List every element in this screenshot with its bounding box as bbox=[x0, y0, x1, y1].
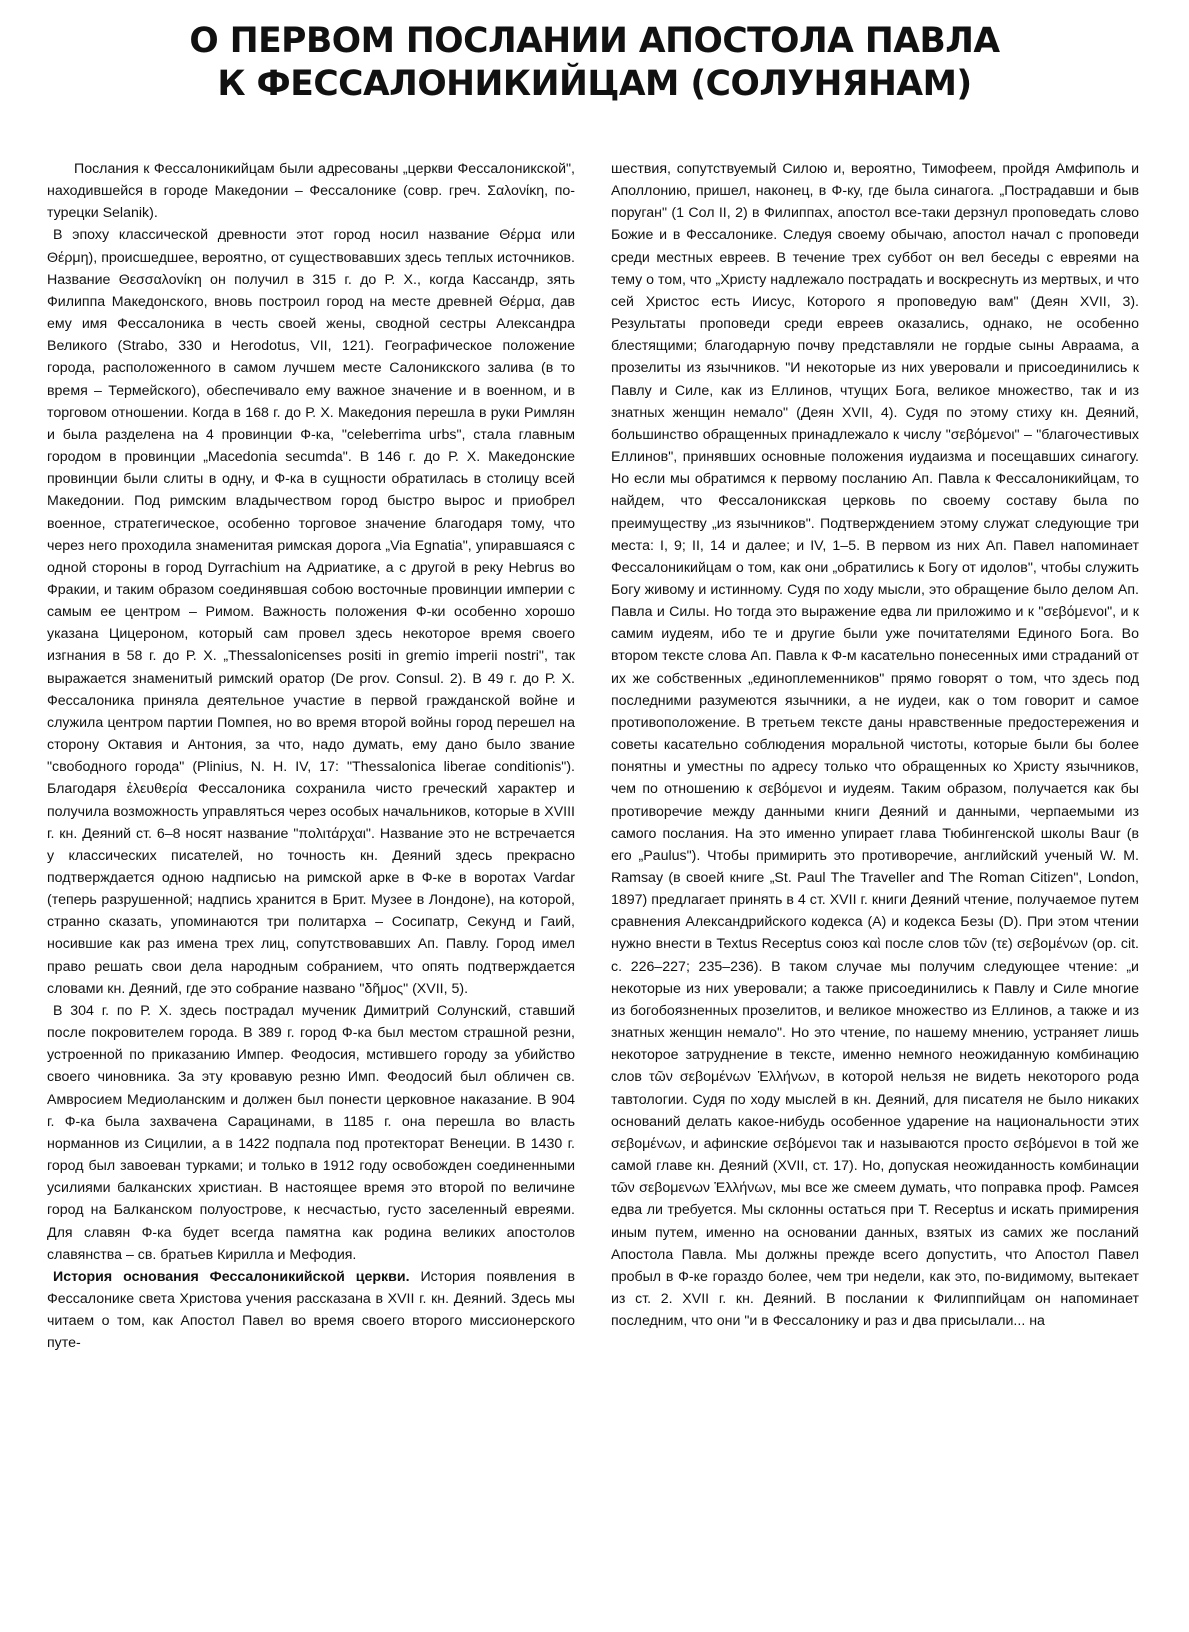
right-column bbox=[611, 158, 1139, 1332]
section-heading-church-founding: История основания Фессалоникийской церкви. bbox=[53, 1268, 410, 1285]
paragraph-intro: Послания к Фессалоникийцам были адресованы „церкви Фессалоникской", находившейся в городе Македонии – Фессалонике (совр. греч. Σαλονίκη, по-турецки Selanik). bbox=[47, 161, 575, 222]
church-founding-text: История появления в Фессалонике света Христова учения рассказана в XVII г. кн. Деяний. Здесь мы читаем о том, как Апостол Павел во время своего второго миссионерского путе- bbox=[47, 1268, 575, 1352]
title-line-2: К ФЕССАЛОНИКИЙЦАМ (СОЛУНЯНАМ) bbox=[217, 64, 972, 104]
paragraph-continuation: шествия, сопутствуемый Силою и, вероятно, Тимофеем, пройдя Амфиполь и Аполлонию, пришел, наконец, в Ф-ку, где была синагога. „Пострадавши и быв поруган" (1 Сол II, 2) в Филиппах, апостол все-таки дерзнул проповедать слово Божие и в Фессалонике. Следуя своему обычаю, апостол начал с проповеди среди местных евреев. В течение трех суббот он вел беседы с евреями на тему о том, что „Христу надлежало пострадать и воскреснуть из мертвых, и что сей Христос есть Иисус, Которого я проповедую вам" (Деян XVII, 3). Результаты проповеди среди евреев оказались, однако, не особенно блестящими; благодарную почву представляли не гордые сыны Авраама, а прозелиты из язычников. "И некоторые из них уверовали и присоединились к Павлу и Силе, как из Еллинов, чтущих Бога, великое множество, так и из знатных женщин немало" (Деян XVII, 4). Судя по этому стиху кн. Деяний, большинство обращенных принадлежало к числу "σεβόμενοι" – "благочестивых Еллинов", принявших основные положения иудаизма и посещавших синагогу. Но если мы обратимся к первому посланию Ап. Павла к Фессалоникийцам, то найдем, что Фессалоникская церковь по своему составу была по преимуществу „из язычников". Подтверждением этому служат следующие три места: I, 9; II, 14 и далее; и IV, 1–5. В первом из них Ап. Павел напоминает Фессалоникийцам о том, как они „обратились к Богу от идолов", чтобы служить Богу живому и истинному. Судя по ходу мысли, это обращение было делом Ап. Павла и Силы. Но тогда это выражение едва ли приложимо и к "σεβόμενοι", и к самим иудеям, ибо те и другие были уже почитателями Единого Бога. Во втором тексте слова Ап. Павла к Ф-м касательно понесенных ими страданий от их же собственных „единоплеменников" прямо говорят о том, что здесь под последними разумеются язычники, а не иудеи, как о том говорит и самое противоположение. В третьем тексте даны нравственные предостережения и советы касательно соблюдения моральной чистоты, которые были бы более понятны и уместны по адресу только что обращенных ко Христу язычников, чем по отношению к σεβόμενοι и иудеям. Таким образом, получается как бы противоречие между данными книги Деяний и данными, черпаемыми из самого послания. На это именно упирает глава Тюбингенской школы Baur (в его „Paulus"). Чтобы примирить это противоречие, английский ученый W. M. Ramsay (в своей книге „St. Paul The Traveller and The Roman Citizen", London, 1897) предлагает принять в 4 ст. XVII г. книги Деяний чтение, получаемое путем сравнения Александрийского кодекса (A) и кодекса Безы (D). При этом чтении нужно внести в Textus Receptus союз καὶ после слов τῶν (τε) σεβομένων (op. cit. c. 226–227; 235–236). В таком случае мы получим следующее чтение: „и некоторые из них уверовали; а также присоединились к Павлу и Силе многие из богобоязненных прозелитов, и великое множество из Еллинов, а также и из знатных женщин немало". Но это чтение, по нашему мнению, устраняет лишь некоторое затруднение в тексте, именно немного неожиданную комбинацию слов τῶν σεβομένων Ἑλλήνων, в которой нельзя не видеть некоторого рода тавтологии. Судя по ходу мыслей в кн. Деяний, для писателя не было никаких оснований делать какое-нибудь особенное ударение на национальности этих σεβομένων, и афинские σεβόμενοι так и называются просто σεβόμενοι в той же самой главе кн. Деяний (XVII, ст. 17). Но, допуская неожиданность комбинации τῶν σεβομενων Ἑλλήνων, мы все же смеем думать, что поправка проф. Рамсея едва ли требуется. Мы склонны остаться при T. Receptus и искать примирения иным путем, именно на основании данных, взятых из самих же посланий Апостола Павла. Мы должны прежде всего допустить, что Апостол Павел пробыл в Ф-ке гораздо более, чем три недели, как это, по-видимому, вытекает из ст. 2. XVII г. кн. Деяний. В послании к Филиппийцам он напоминает последним, что они "и в Фессалонику и раз и два присылали... на bbox=[611, 161, 1139, 1330]
paragraph-later-history: В 304 г. по Р. Х. здесь пострадал мученик Димитрий Солунский, ставший после покровителем города. В 389 г. город Ф-ка был местом страшной резни, устроенной по приказанию Импер. Феодосия, мстившего городу за убийство своего чиновника. За эту кровавую резню Имп. Феодосий был обличен св. Амвросием Медиоланским и должен был понести церковное наказание. В 904 г. Ф-ка была захвачена Сарацинами, в 1185 г. она перешла во власть норманнов из Сицилии, а в 1422 подпала под протекторат Венеции. В 1430 г. город был завоеван турками; и только в 1912 году освобожден соединенными усилиями балканских христиан. В настоящее время это второй по величине город на Балканском полуострове, к несчастью, густо заселенный евреями. Для славян Ф-ка будет всегда памятна как родина великих апостолов славянства – св. братьев Кирилла и Мефодия. bbox=[47, 1002, 575, 1263]
title-line-1: О ПЕРВОМ ПОСЛАНИИ АПОСТОЛА ПАВЛА bbox=[189, 21, 1000, 61]
paragraph-classical-history: В эпоху классической древности этот город носил название Θέρμα или Θέρμη), происшедшее, вероятно, от существовавших здесь теплых источников. Название Θεσσαλονίκη он получил в 315 г. до Р. Х., когда Кассандр, зять Филиппа Македонского, вновь построил город на месте древней Θέρμα, дав ему имя Фессалоника в честь своей жены, сводной сестры Александра Великого (Strabo, 330 и Herodotus, VII, 121). Географическое положение города, расположенного в самом лучшем месте Салоникского залива (в то время – Термейского), обеспечивало ему важное значение и в военном, и в торговом отношении. Когда в 168 г. до Р. Х. Македония перешла в руки Римлян и была разделена на 4 провинции Ф-ка, "celeberrima urbs", стала главным городом в провинции „Macedonia secumda". В 146 г. до Р. Х. Македонские провинции были слиты в одну, и Ф-ка в сущности обратилась в столицу всей Македонии. Под римским владычеством город быстро вырос и приобрел военное, стратегическое, особенно торговое значение благодаря тому, что через него проходила знаменитая римская дорога „Via Egnatia", упиравшаяся с одной стороны в город Dyrrachium на Адриатике, а с другой в реку Hebrus во Фракии, и таким образом соединявшая собою восточные провинции империи с самым ее центром – Римом. Важность положения Ф-ки особенно хорошо указана Цицероном, который сам провел здесь некоторое время своего изгнания в 58 г. до Р. Х. „Thessalonicenses positi in gremio imperii nostri", так выражается знаменитый римский оратор (De prov. Consul. 2). В 49 г. до Р. Х. Фессалоника приняла деятельное участие в первой гражданской войне и служила центром партии Помпея, но во время второй войны город перешел на сторону Октавия и Антония, за что, надо думать, ему дано было звание "свободного города" (Plinius, N. H. IV, 17: "Thessalonica liberae conditionis"). Благодаря ἐλευθερία Фессалоника сохранила чисто греческий характер и получила возможность управляться через особых начальников, которые в XVIII г. кн. Деяний ст. 6–8 носят название "πολιτάρχαι". Название это не встречается у классических писателей, но точность кн. Деяний здесь прекрасно подтверждается одною надписью на римской арке в Ф-ке в воротах Vardar (теперь разрушенной; надпись хранится в Брит. Музее в Лондоне), на которой, странно сказать, упоминаются три политарха – Сосипатр, Секунд и Гаий, носившие как раз имена трех лиц, сопутствовавших Ап. Павлу. Город имел право решать свои дела народным собранием, что опять подтверждается словами кн. Деяний, где это собрание названо "δῆμος" (XVII, 5). bbox=[47, 227, 575, 997]
left-column bbox=[47, 158, 575, 1354]
paragraph-church-founding bbox=[47, 1266, 575, 1355]
page-title bbox=[0, 20, 1189, 106]
